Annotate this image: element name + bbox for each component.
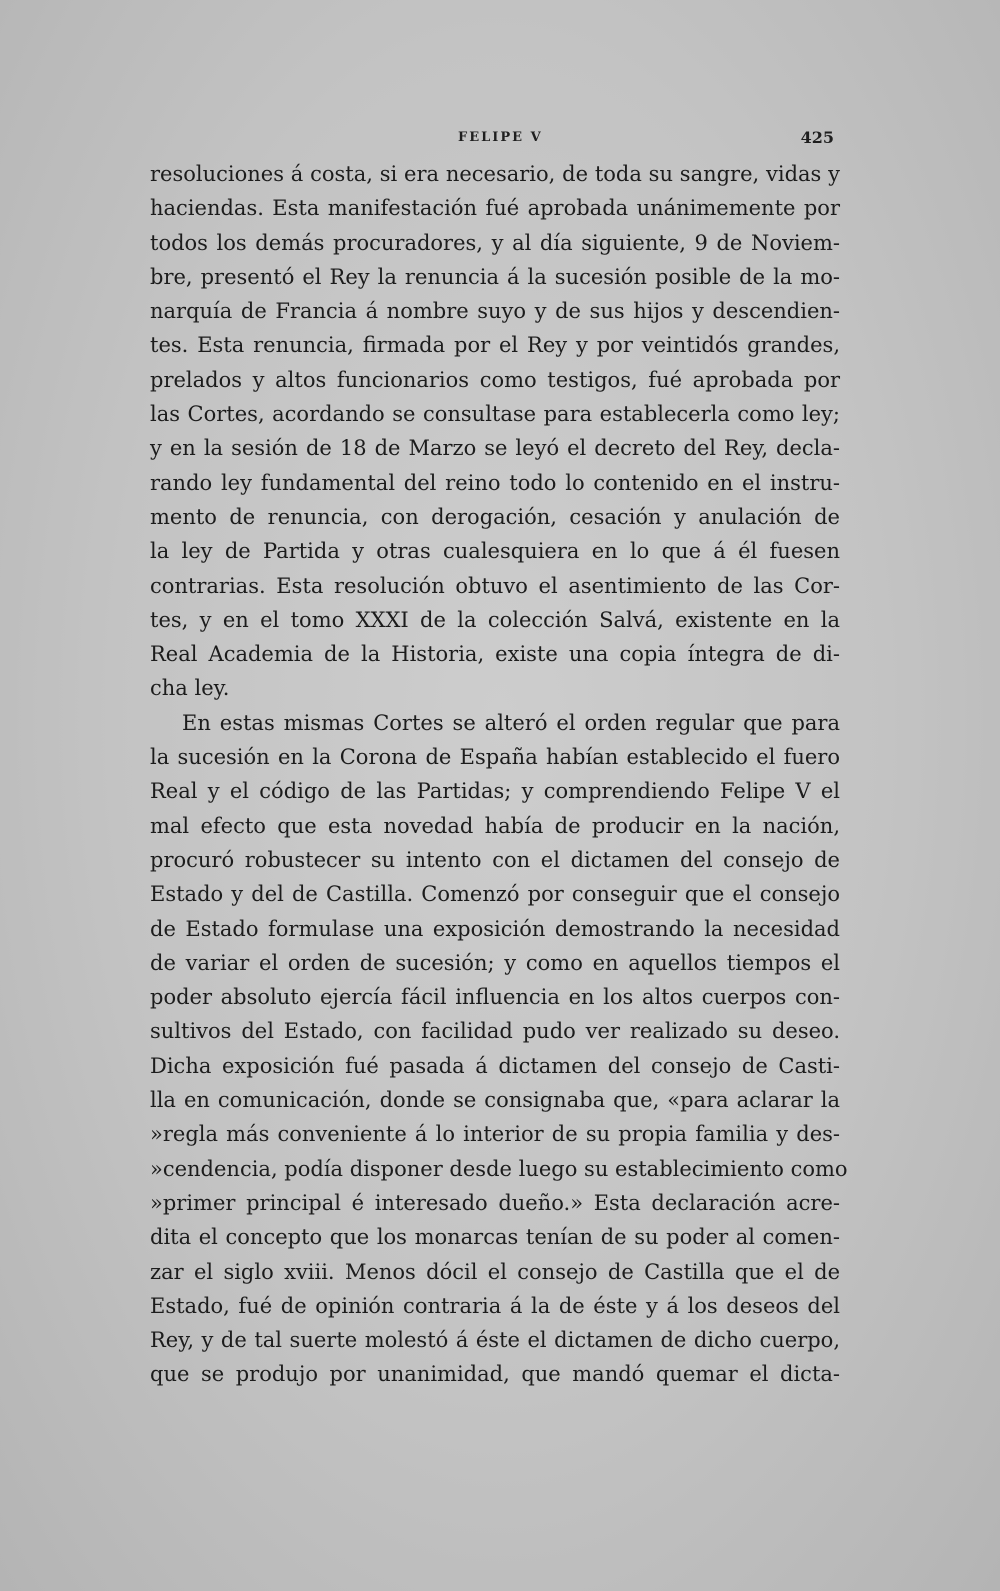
page-header [150, 128, 840, 148]
text-line: resoluciones á costa, si era necesario, de toda su sangre, vidas y [150, 162, 840, 186]
running-head: FELIPE V [458, 130, 543, 145]
text-line: En estas mismas Cortes se alteró el orden regular que para [182, 710, 840, 735]
text-line: las Cortes, acordando se consultase para establecerla como ley; [150, 402, 840, 427]
text-line: haciendas. Esta manifestación fué aprobada unánimemente por [150, 196, 840, 221]
text-line: la sucesión en la Corona de España habían establecido el fuero [150, 745, 840, 770]
text-line: contrarias. Esta resolución obtuvo el asentimiento de las Cor- [150, 573, 840, 598]
text-line: procuró robustecer su intento con el dictamen del consejo de [150, 847, 840, 872]
text-line: narquía de Francia á nombre suyo y de sus hijos y descendien- [150, 299, 840, 324]
text-line: cha ley. [150, 676, 230, 701]
text-line: que se produjo por unanimidad, que mandó quemar el dicta- [150, 1362, 840, 1387]
text-line: »regla más conveniente á lo interior de su propia familia y des- [150, 1122, 840, 1147]
text-line: Real y el código de las Partidas; y comprendiendo Felipe V el [150, 779, 840, 804]
text-line: y en la sesión de 18 de Marzo se leyó el decreto del Rey, decla- [150, 436, 840, 461]
text-line: mento de renuncia, con derogación, cesación y anulación de [150, 504, 840, 529]
text-line: rando ley fundamental del reino todo lo contenido en el instru- [150, 470, 840, 495]
page-number: 425 [800, 128, 834, 147]
text-line: Dicha exposición fué pasada á dictamen del consejo de Casti- [150, 1053, 840, 1078]
text-line: la ley de Partida y otras cualesquiera en lo que á él fuesen [150, 539, 840, 564]
text-line: Rey, y de tal suerte molestó á éste el dictamen de dicho cuerpo, [150, 1328, 840, 1353]
paragraph-1 [150, 157, 840, 706]
text-line: todos los demás procuradores, y al día siguiente, 9 de Noviem- [150, 230, 840, 255]
text-line: prelados y altos funcionarios como testigos, fué aprobada por [150, 367, 840, 392]
text-line: »cendencia, podía disponer desde luego su establecimiento como [150, 1156, 848, 1181]
text-line: poder absoluto ejercía fácil influencia en los altos cuerpos con- [150, 985, 840, 1010]
text-line: zar el siglo xviii. Menos dócil el consejo de Castilla que el de [150, 1259, 840, 1284]
text-line: de Estado formulase una exposición demostrando la necesidad [150, 916, 840, 941]
text-line: Estado y del de Castilla. Comenzó por conseguir que el consejo [150, 882, 840, 907]
paragraph-2 [150, 706, 848, 1392]
text-line: sultivos del Estado, con facilidad pudo ver realizado su deseo. [150, 1019, 840, 1044]
text-line: tes, y en el tomo XXXI de la colección Salvá, existente en la [150, 607, 840, 632]
text-line: »primer principal é interesado dueño.» Esta declaración acre- [150, 1190, 840, 1215]
text-line: tes. Esta renuncia, firmada por el Rey y por veintidós grandes, [150, 333, 840, 358]
text-line: Real Academia de la Historia, existe una copia íntegra de di- [150, 642, 840, 667]
text-line: de variar el orden de sucesión; y como en aquellos tiempos el [150, 950, 840, 975]
text-line: mal efecto que esta novedad había de producir en la nación, [150, 813, 840, 838]
text-line: lla en comunicación, donde se consignaba que, «para aclarar la [150, 1088, 840, 1113]
text-line: Estado, fué de opinión contraria á la de éste y á los deseos del [150, 1293, 840, 1318]
text-line: bre, presentó el Rey la renuncia á la sucesión posible de la mo- [150, 264, 840, 289]
body-text [150, 157, 848, 1392]
text-line: dita el concepto que los monarcas tenían de su poder al comen- [150, 1225, 840, 1250]
